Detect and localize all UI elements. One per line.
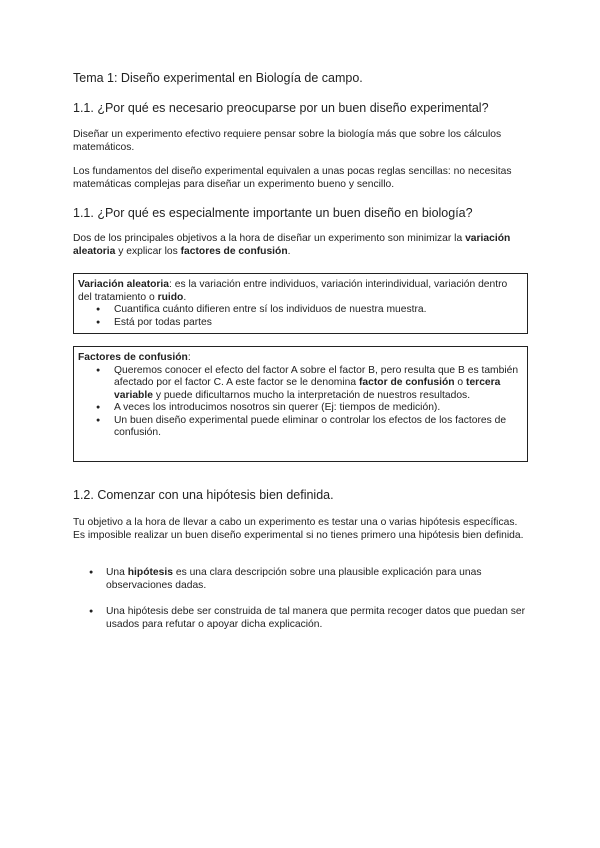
objectives-text-start: Dos de los principales objetivos a la hora de diseñar un experimento son minimizar la [73, 233, 463, 244]
list-item: ● Está por todas partes [78, 317, 523, 330]
noise-term: ruido [157, 291, 184, 303]
objectives-text-end: . [287, 245, 291, 257]
paragraph-fundamentals: Los fundamentos del diseño experimental equivalen a unas pocas reglas sencillas: no necesitas matemáticas complejas para diseñar un experimento bueno y sencillo. [73, 166, 512, 190]
random-variation-definition [78, 279, 523, 304]
hypothesis-bullet-pre: Una [106, 567, 125, 578]
confounding-factors-term: Factores de confusión [78, 352, 188, 363]
section-heading-2: 1.1. ¿Por qué es especialmente importante un buen diseño en biología? [73, 206, 473, 220]
list-item: ● Una hipótesis debe ser construida de tal manera que permita recoger datos que puedan ser usados para refutar o apoyar dicha explicación. [73, 606, 528, 631]
list-item [73, 567, 528, 592]
confounding-factors-heading [78, 352, 523, 365]
hypothesis-term: hipótesis [127, 567, 173, 578]
objectives-term-random-variation: variación aleatoria [73, 233, 511, 257]
hypothesis-list [73, 567, 528, 645]
item1-term-third-variable: tercera variable [114, 377, 501, 401]
document-title: Tema 1: Diseño experimental en Biología de campo. [73, 71, 363, 85]
random-variation-term: Variación aleatoria [78, 279, 170, 290]
confounding-factors-list [78, 365, 523, 440]
objectives-term-confounders: factores de confusión [180, 245, 288, 257]
list-item: ● Cuantifica cuánto difieren entre sí los individuos de nuestra muestra. [78, 304, 523, 317]
hypothesis-bullet-rest: es una clara descripción sobre una plausible explicación para unas observaciones dadas. [106, 567, 482, 591]
section-heading-3: 1.2. Comenzar con una hipótesis bien definida. [73, 488, 334, 502]
paragraph-objectives [73, 233, 528, 258]
confounding-factors-box [73, 346, 528, 462]
random-variation-box [73, 273, 528, 334]
item1-text-e: y puede dificultarnos mucho la interpretación de nuestros resultados. [155, 389, 471, 401]
section-heading-1: 1.1. ¿Por qué es necesario preocuparse por un buen diseño experimental? [73, 101, 489, 115]
list-item: ● A veces los introducimos nosotros sin querer (Ej: tiempos de medición). [78, 402, 523, 415]
paragraph-design-effective: Diseñar un experimento efectivo requiere pensar sobre la biología más que sobre los cálculos matemáticos. [73, 129, 502, 153]
confounding-colon: : [187, 352, 191, 363]
random-variation-def-text: : es la variación entre individuos, variación interindividual, variación dentro del tratamiento o [78, 279, 508, 303]
paragraph-hypothesis-objective: Tu objetivo a la hora de llevar a cabo un experimento es testar una o varias hipótesis específicas. Es imposible realizar un buen diseño experimental si no tienes primero una hipótesis bien definida. [73, 517, 524, 541]
item1-term-factor: factor de confusión [359, 377, 455, 388]
random-variation-list [78, 304, 523, 329]
item1-text-a: Queremos conocer el efecto del factor A sobre el factor B, pero resulta que B es también afectado por el factor C. A este factor se le denomina [114, 364, 519, 388]
random-variation-def-end: . [183, 291, 187, 303]
item1-text-c: o [457, 377, 464, 388]
objectives-text-mid: y explicar los [118, 245, 178, 257]
list-item: ● Un buen diseño experimental puede eliminar o controlar los efectos de los factores de confusión. [78, 415, 523, 440]
list-item [78, 365, 523, 403]
